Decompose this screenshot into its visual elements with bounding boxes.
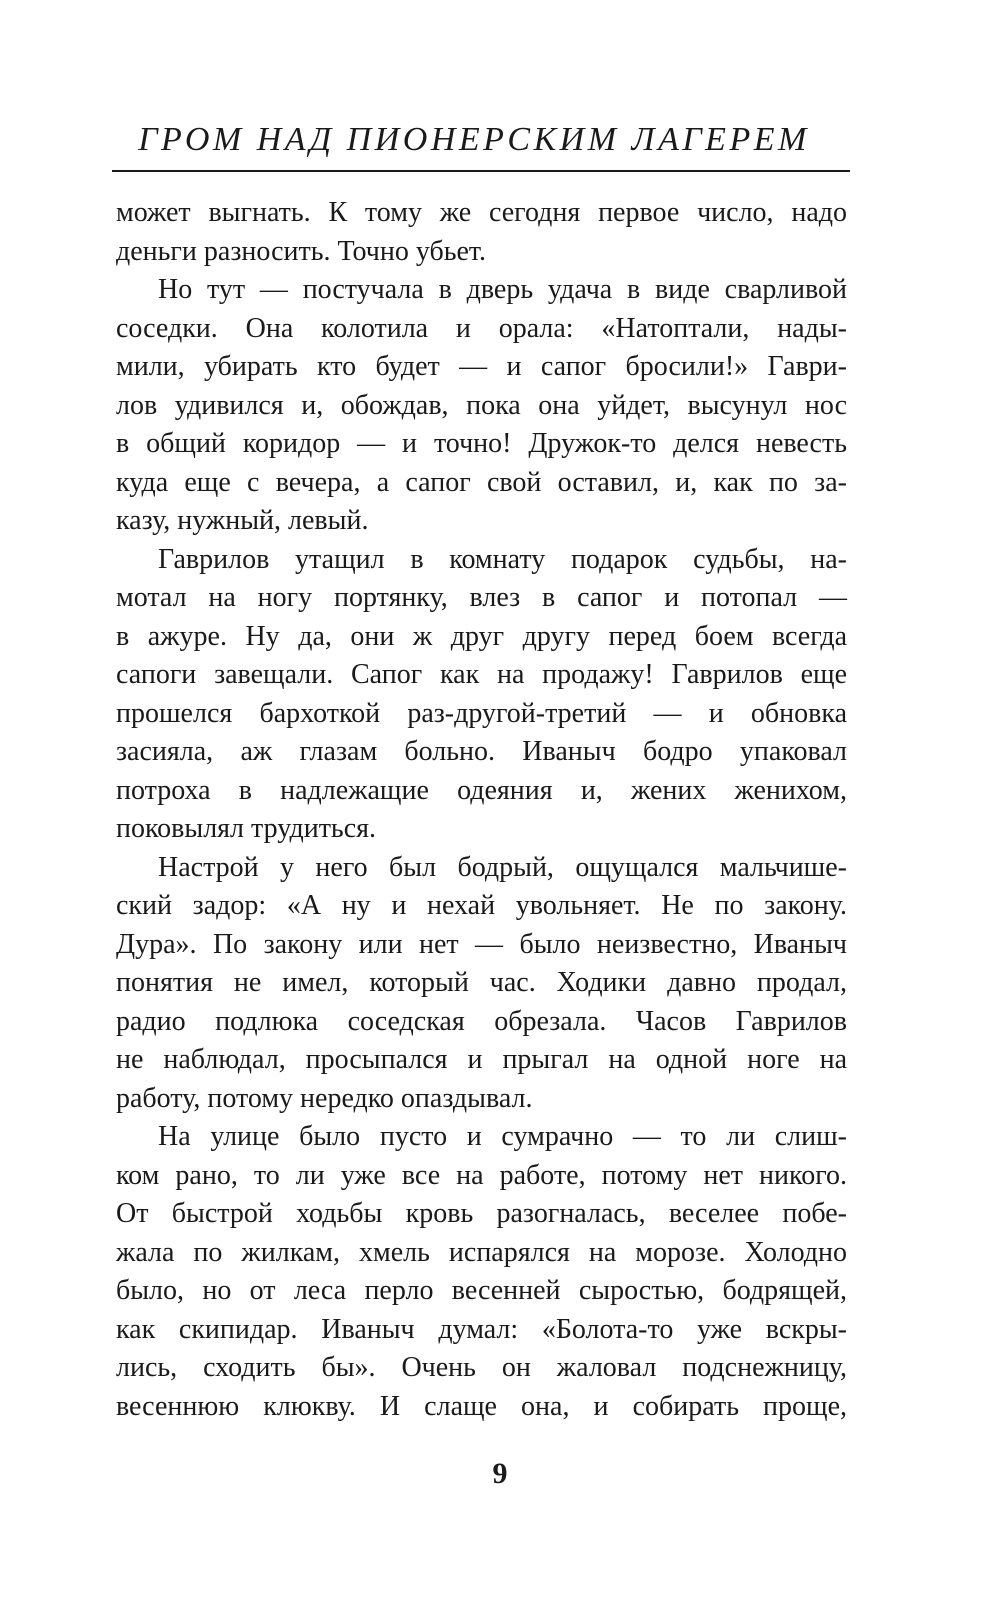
text-line: мотал на ногу портянку, влез в сапог и потопал —: [116, 582, 847, 613]
text-line: не наблюдал, просыпался и прыгал на одной ноге на: [116, 1044, 847, 1075]
text-line: поковылял трудиться.: [116, 813, 377, 844]
text-line: куда еще с вечера, а сапог свой оставил, и, как по за-: [116, 466, 847, 498]
running-header: ГРОМ НАД ПИОНЕРСКИМ ЛАГЕРЕМ: [138, 121, 810, 158]
text-line: соседки. Она колотила и орала: «Натоптали, нады-: [116, 312, 847, 344]
text-line: сапоги завещали. Сапог как на продажу! Гаврилов еще: [116, 659, 847, 690]
text-line: ский задор: «А ну и нехай увольняет. Не по закону.: [116, 890, 847, 921]
text-line: лись, сходить бы». Очень он жаловал подснежницу,: [116, 1352, 847, 1383]
text-line: в общий коридор — и точно! Дружок-то делся невесть: [116, 428, 847, 459]
text-line: лов удивился и, обождав, пока она уйдет, высунул нос: [116, 389, 847, 421]
header-rule: [112, 170, 850, 172]
text-line: жала по жилкам, хмель испарялся на морозе. Холодно: [116, 1236, 847, 1268]
text-line: радио подлюка соседская обрезала. Часов Гаврилов: [116, 1005, 847, 1037]
text-line: потроха в надлежащие одеяния и, жених женихом,: [116, 774, 847, 806]
page-number: 9: [492, 1457, 508, 1490]
text-line: прошелся бархоткой раз-другой-третий — и обновка: [116, 697, 847, 729]
text-line: На улице было пусто и сумрачно — то ли слиш-: [158, 1121, 847, 1152]
text-line: понятия не имел, который час. Ходики давно продал,: [116, 967, 847, 998]
text-line: Настрой у него был бодрый, ощущался мальчише-: [158, 851, 847, 883]
body-text: [116, 194, 847, 1426]
text-line: работу, потому нередко опаздывал.: [116, 1082, 533, 1114]
text-line: в ажуре. Ну да, они ж друг другу перед боем всегда: [116, 620, 847, 652]
text-line: деньги разносить. Точно убьет.: [116, 235, 487, 267]
text-line: казу, нужный, левый.: [116, 505, 369, 536]
text-line: весеннюю клюкву. И слаще она, и собирать проще,: [116, 1390, 847, 1422]
text-line: мили, убирать кто будет — и сапог бросили!» Гаври-: [116, 351, 847, 382]
text-line: Но тут — постучала в дверь удача в виде сварливой: [158, 274, 847, 305]
text-line: засияла, аж глазам больно. Иваныч бодро упаковал: [116, 736, 847, 767]
text-line: было, но от леса перло весенней сыростью, бодрящей,: [116, 1275, 847, 1306]
text-line: Дура». По закону или нет — было неизвестно, Иваныч: [116, 928, 847, 960]
text-line: как скипидар. Иваныч думал: «Болота-то уже вскры-: [116, 1313, 847, 1345]
text-line: От быстрой ходьбы кровь разогналась, веселее побе-: [116, 1198, 847, 1229]
text-line: может выгнать. К тому же сегодня первое число, надо: [116, 197, 847, 228]
text-line: ком рано, то ли уже все на работе, потому нет никого.: [116, 1159, 847, 1191]
text-line: Гаврилов утащил в комнату подарок судьбы, на-: [158, 543, 847, 575]
